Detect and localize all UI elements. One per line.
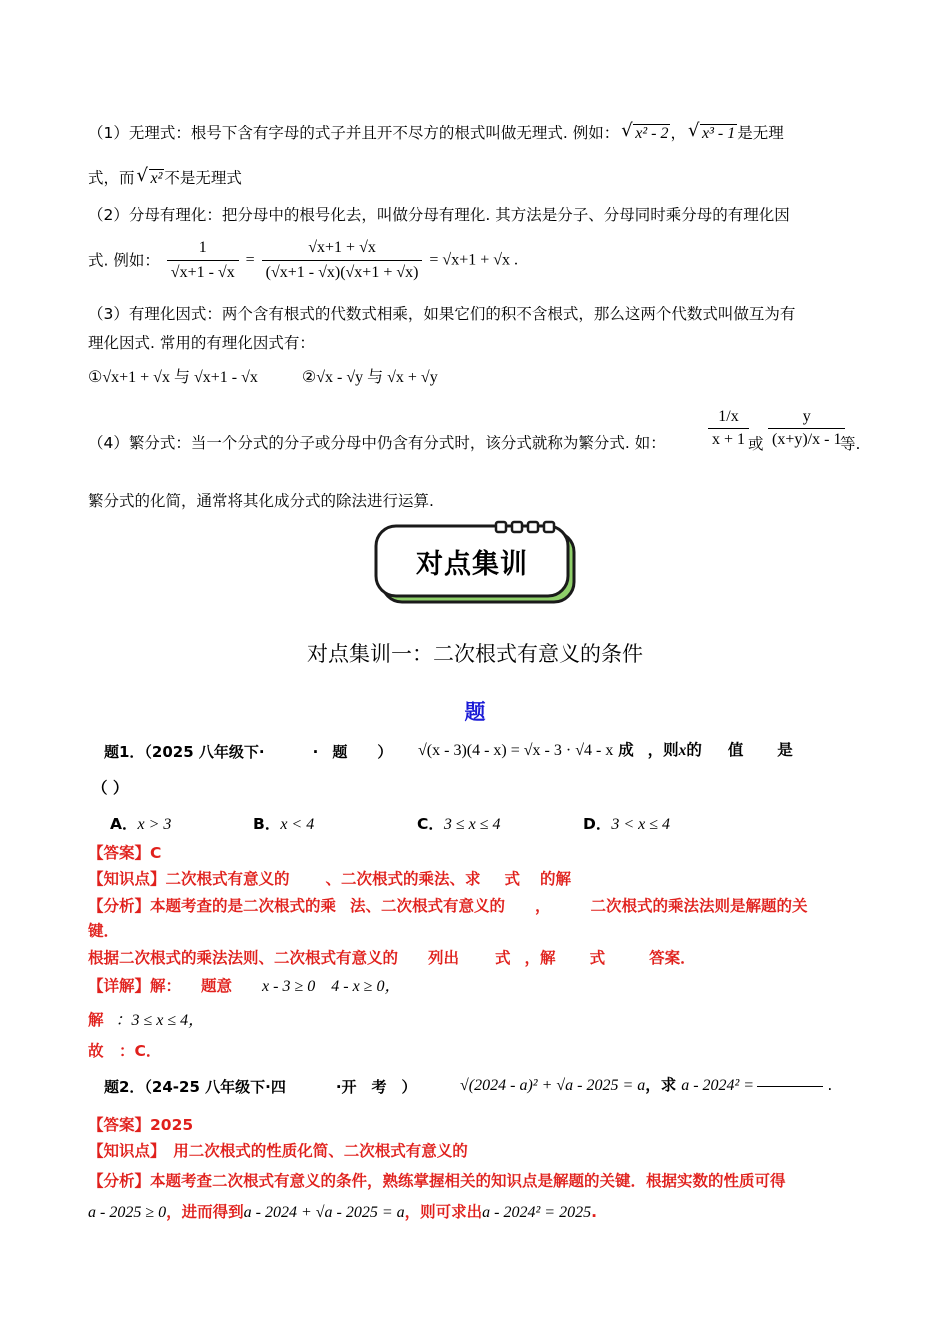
badge-label: 对点集训: [416, 549, 528, 580]
q1-option-c: C．3 ≤ x ≤ 4: [417, 815, 501, 833]
q2-knowledge: 【知识点】 用二次根式的性质化简、二次根式有意义的: [88, 1142, 468, 1160]
q1-option-d: D．3 < x ≤ 4: [583, 815, 671, 833]
q1-analysis-3: 根据二次根式的乘法法则、二次根式有意义的 列出 式 ，解 式 答案．: [88, 949, 696, 967]
q1-answer: 【答案】C: [88, 844, 162, 862]
q1-detail-3: 故 ：C．: [88, 1042, 162, 1060]
q1-stem: 题1．（2025 八年级下· · 题 ）: [104, 743, 393, 761]
radical-2: √ x³ - 1: [688, 123, 737, 145]
definition-2-line-2: 式. 例如： $\frac{1}{√x+1 - √x}$ = $\frac{√x+1 + √x}{(√x+1 - √x)(√x+1 + √x)}$ = √x+1 + √x .: [88, 239, 519, 281]
complex-fraction-examples: $\frac{1/x}{x + 1}$ 或 $\frac{y}{(x+y)/x - 1}$ 等.: [706, 406, 866, 478]
q1-detail-2: 解 ：3 ≤ x ≤ 4，: [88, 1011, 205, 1029]
answer-blank: [757, 1086, 823, 1087]
definition-2-line-1: （2）分母有理化：把分母中的根号化去，叫做分母有理化. 其方法是分子、分母同时乘分母的有理化因: [88, 206, 790, 224]
q1-option-b: B．x < 4: [253, 815, 315, 833]
q1-analysis-2: 键．: [88, 922, 120, 940]
q2-formula: √(2024 - a)² + √a - 2025 = a: [460, 1077, 646, 1094]
definition-3-line-1: （3）有理化因式：两个含有根式的代数式相乘，如果它们的积不含根式，那么这两个代数式叫做互为有: [88, 305, 796, 323]
sub-title: 题: [464, 700, 486, 724]
q1-formula-line: √(x - 3)(4 - x) = √x - 3 · √4 - x 成 ，则x的 值 是: [418, 741, 793, 759]
q2-stem: 题2．（24-25 八年级下·四 ·开 考 ）: [104, 1078, 417, 1096]
q1-analysis-1: 【分析】本题考查的是二次根式的乘 法、二次根式有意义的 ， 二次根式的乘法法则是解题的关: [88, 897, 808, 915]
definition-4-line-2: 繁分式的化简，通常将其化成分式的除法进行运算.: [88, 492, 434, 510]
definition-1-line-1: （1）无理式：根号下含有字母的式子并且开不尽方的根式叫做无理式. 例如：√ x² - 2 ，√ x³ - 1 是无理: [88, 122, 784, 145]
definition-1-line-2: 式，而√ x² 不是无理式: [88, 167, 242, 190]
q2-analysis-2: a - 2025 ≥ 0，进而得到a - 2024 + √a - 2025 = a，则可求出a - 2024² = 2025.: [88, 1203, 597, 1221]
complex-fraction-1: $\frac{1/x}{x + 1}$: [708, 408, 749, 449]
radical-1: √ x² - 2: [621, 123, 670, 145]
definition-3-line-3: ①√x+1 + √x 与 √x+1 - √x ②√x - √y 与 √x + √y: [88, 369, 438, 386]
complex-fraction-2: $\frac{y}{(x+y)/x - 1}$: [768, 408, 845, 449]
radical-3: √ x²: [137, 168, 165, 190]
q2-answer: 【答案】2025: [88, 1116, 194, 1134]
q1-paren: （ ）: [92, 779, 129, 797]
q1-detail-1: 【详解】解： 题意 x - 3 ≥ 0 4 - x ≥ 0，: [88, 977, 401, 995]
q2-formula-line: √(2024 - a)² + √a - 2025 = a，求 a - 2024² = .: [460, 1076, 833, 1094]
section-badge: [372, 520, 578, 606]
definition-4-line-1: （4）繁分式：当一个分式的分子或分母中仍含有分式时，该分式就称为繁分式. 如：: [88, 434, 666, 452]
q1-knowledge: 【知识点】二次根式有意义的 、二次根式的乘法、求 式 的解: [88, 870, 572, 888]
definition-3-line-2: 理化因式. 常用的有理化因式有：: [88, 334, 315, 352]
fraction-1: $\frac{1}{√x+1 - √x}$: [167, 238, 239, 283]
q1-formula: √(x - 3)(4 - x) = √x - 3 · √4 - x: [418, 742, 614, 759]
section-title: 对点集训一：二次根式有意义的条件: [307, 642, 643, 666]
q2-analysis-1: 【分析】本题考查二次根式有意义的条件，熟练掌握相关的知识点是解题的关键．根据实数的性质可得: [88, 1172, 786, 1190]
definition-1-text: （1）无理式：根号下含有字母的式子并且开不尽方的根式叫做无理式. 例如：: [88, 124, 620, 142]
q1-option-a: A．x > 3: [110, 815, 172, 833]
fraction-2: $\frac{√x+1 + √x}{(√x+1 - √x)(√x+1 + √x)}$: [262, 238, 423, 283]
